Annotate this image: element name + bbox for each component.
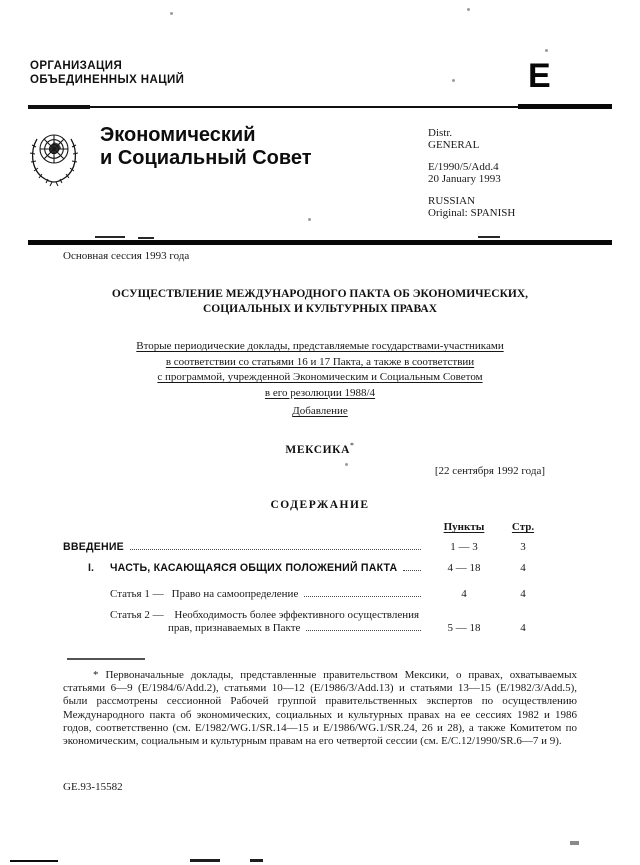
toc-entry-label: ЧАСТЬ, КАСАЮЩАЯСЯ ОБЩИХ ПОЛОЖЕНИЙ ПАКТА — [110, 562, 398, 574]
submission-date: [22 сентября 1992 года] — [434, 465, 545, 477]
original-value: SPANISH — [470, 206, 516, 219]
footnote-body: Первоначальные доклады, представленные правительством Мексики, о правах, охватываемых статьями 6—9 (E/1984/6/Add.2), статьями 10—12 (E/1986/3/Add.13) и статьями 13—15 (E/1982/3/Add.5), были рассмотрены сессионной Рабочей группой правительственных экспертов по осуществлению Международного пакта об экономических, социальных и культурных правах на ее сессиях 1982 и 1986 годов, соответственно (см. E/1982/WG.1/SR.14—15 и E/1986/WG.1/SR.24, 26 и 28), а также Комитетом по экономическим, социальным и культурным правам на его четвертой сессии (см. E/C.12/1990/SR.6—7 и 9). — [63, 669, 577, 748]
country-footnote-marker: * — [350, 441, 355, 450]
toc-col-page: Стр. — [511, 521, 535, 533]
council-title — [100, 124, 312, 170]
session-line: Основная сессия 1993 года — [63, 250, 190, 262]
dot-leader — [403, 570, 421, 571]
contents-heading: СОДЕРЖАНИЕ — [270, 499, 370, 511]
document-code: GE.93-15582 — [63, 781, 123, 793]
scan-speck — [345, 463, 348, 466]
scan-speck — [308, 218, 311, 221]
toc-entry-paragraphs: 4 — [461, 588, 467, 600]
toc-entry-line-1 — [63, 609, 545, 621]
header-rule-thick-right — [518, 104, 612, 109]
toc-entry-paragraphs: 5 — 18 — [447, 622, 481, 634]
doc-language: RUSSIAN — [428, 195, 476, 207]
toc-row-article-2 — [63, 609, 545, 634]
document-meta-block — [428, 128, 515, 230]
footnote-divider — [67, 658, 145, 660]
toc-col-paragraphs: Пункты — [443, 521, 485, 533]
toc-entry-label: ВВЕДЕНИЕ — [63, 541, 124, 553]
toc-header-row — [63, 521, 545, 533]
original-label: Original: — [428, 206, 468, 219]
subtitle-line-3: с программой, учрежденной Экономическим и Социальным Советом — [157, 371, 483, 383]
title-line-1: ОСУЩЕСТВЛЕНИЕ МЕЖДУНАРОДНОГО ПАКТА ОБ ЭКОНОМИЧЕСКИХ, — [111, 288, 529, 300]
toc-entry-label: Право на самоопределение — [171, 588, 299, 600]
toc-entry-line-2 — [63, 622, 545, 634]
toc-entry-article: Статья 1 — — [110, 588, 164, 600]
scan-artifact — [250, 859, 263, 862]
toc-entry-paragraphs: 4 — 18 — [447, 562, 481, 574]
toc-entry-page: 3 — [520, 541, 526, 553]
toc-row-part-1 — [63, 562, 545, 574]
scan-speck — [452, 79, 455, 82]
distr-value: GENERAL — [428, 138, 480, 151]
scan-artifact — [138, 237, 154, 239]
toc-entry-paragraphs: 1 — 3 — [450, 541, 478, 553]
scan-artifact — [190, 859, 220, 862]
distr-label: Distr. — [428, 127, 453, 139]
header-rule-thick-left — [28, 105, 90, 109]
doc-symbol: E/1990/5/Add.4 — [428, 161, 499, 173]
doc-date: 20 January 1993 — [428, 172, 501, 185]
subtitle-line-1: Вторые периодические доклады, представляемые государствами-участниками — [136, 340, 504, 352]
scan-speck — [545, 49, 548, 52]
org-line-2: ОБЪЕДИНЕННЫХ НАЦИЙ — [30, 73, 185, 86]
masthead-rule — [28, 240, 612, 245]
toc-entry-article: Статья 2 — — [110, 609, 164, 621]
org-line-1: ОРГАНИЗАЦИЯ — [30, 60, 123, 72]
un-emblem-icon — [28, 125, 80, 187]
document-subtitle — [0, 339, 640, 401]
scan-speck — [467, 8, 470, 11]
scan-artifact — [95, 236, 125, 238]
country-heading — [0, 441, 640, 456]
dot-leader — [130, 549, 421, 550]
toc-entry-label-line-2: прав, признаваемых в Пакте — [168, 622, 301, 634]
country-name: МЕКСИКА — [285, 443, 351, 456]
scan-artifact — [10, 860, 58, 862]
toc-row-introduction — [63, 541, 545, 553]
table-of-contents — [63, 521, 545, 634]
council-title-line-1: Экономический — [100, 124, 256, 146]
council-title-line-2: и Социальный Совет — [100, 147, 312, 169]
un-org-name — [30, 60, 184, 87]
doc-original — [428, 208, 515, 220]
subtitle-line-4: в его резолюции 1988/4 — [264, 386, 376, 399]
title-line-2: СОЦИАЛЬНЫХ И КУЛЬТУРНЫХ ПРАВАХ — [202, 303, 438, 315]
toc-entry-page: 4 — [520, 562, 526, 574]
subtitle-line-2: в соответствии со статьями 16 и 17 Пакта, а также в соответствии — [165, 355, 475, 368]
addendum-heading: Добавление — [292, 405, 348, 417]
footnote-text — [63, 669, 577, 748]
scan-speck — [170, 12, 173, 15]
dot-leader — [306, 630, 421, 631]
toc-entry-page: 4 — [520, 622, 526, 634]
toc-entry-numeral: I. — [88, 562, 94, 574]
dot-leader — [304, 596, 421, 597]
document-title — [0, 287, 640, 317]
footnote-marker: * — [93, 669, 99, 681]
toc-entry-label-line-1: Необходимость более эффективного осуществления — [174, 609, 420, 621]
toc-row-article-1 — [63, 588, 545, 600]
scan-artifact — [478, 236, 500, 238]
document-series-letter: E — [528, 57, 551, 95]
toc-entry-page: 4 — [520, 588, 526, 600]
scan-artifact — [570, 841, 579, 845]
